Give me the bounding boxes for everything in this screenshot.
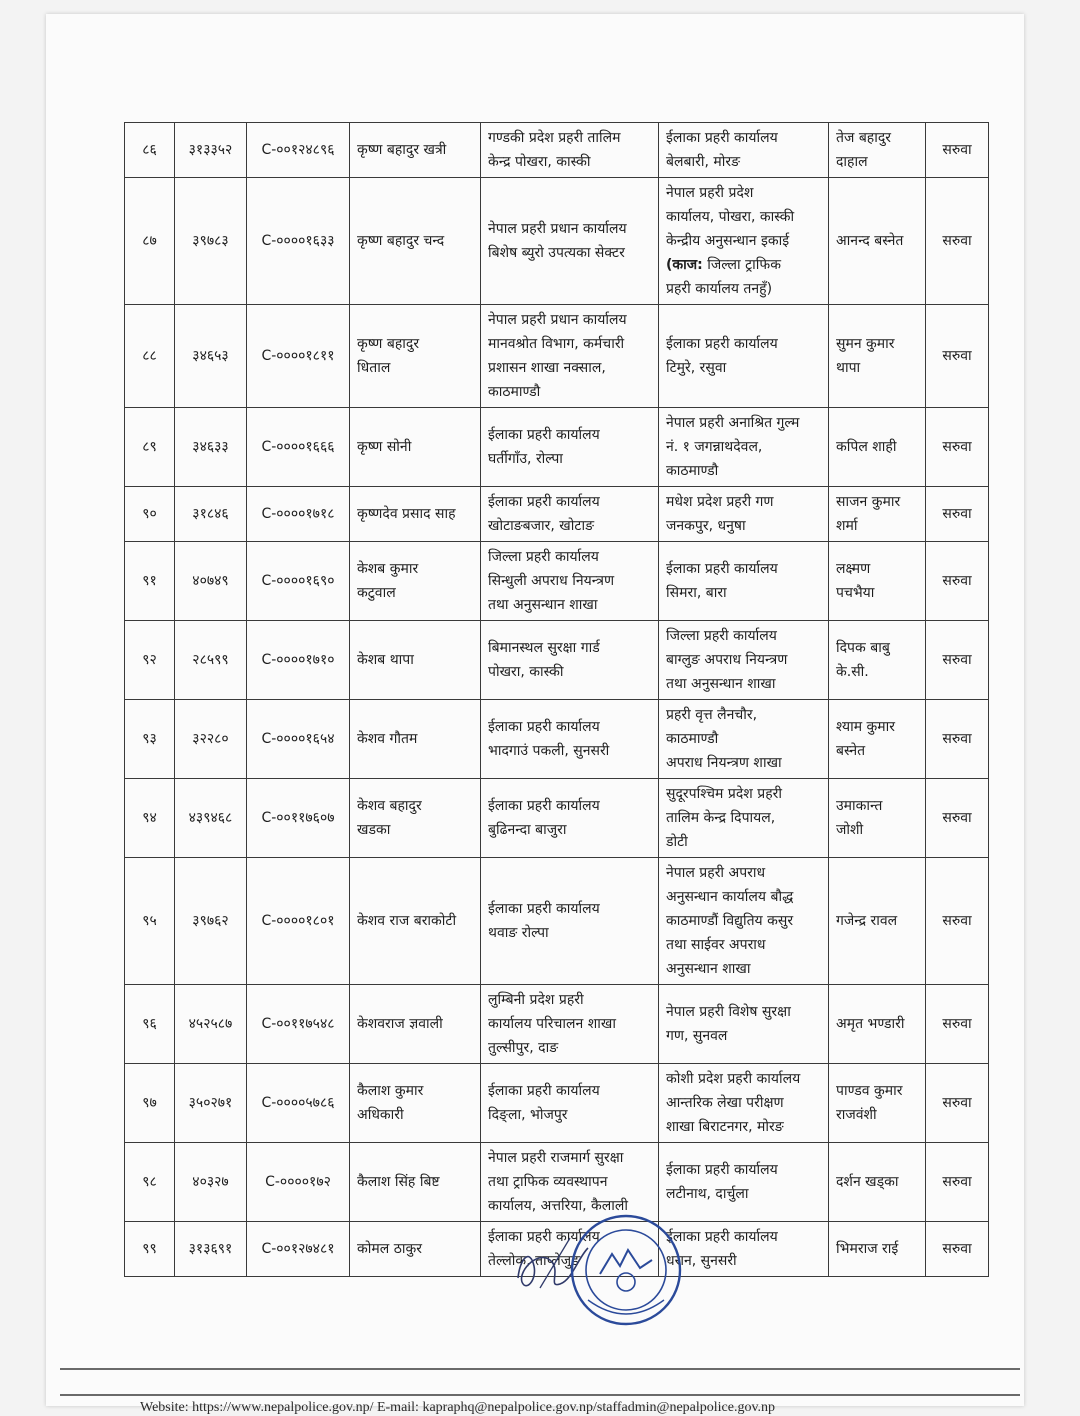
table-row: [125, 1064, 989, 1143]
current-office-line: काठमाण्डौ: [488, 384, 541, 400]
officer-name: [350, 1064, 481, 1143]
table-row: [125, 700, 989, 779]
current-office: [481, 487, 659, 542]
recommended-by-line: पाण्डव कुमार: [836, 1083, 903, 1099]
seal-outer-ring: [572, 1216, 680, 1324]
decision: सरुवा: [926, 178, 989, 305]
officer-name-line: कटुवाल: [357, 585, 396, 601]
recommended-by-line: कपिल शाही: [836, 439, 897, 455]
current-office-line: नेपाल प्रहरी राजमार्ग सुरक्षा: [488, 1150, 624, 1166]
seal-inner-ring: [586, 1230, 666, 1310]
new-office-line: तालिम केन्द्र दिपायल,: [666, 810, 776, 826]
new-office-line: जिल्ला प्रहरी कार्यालय: [666, 628, 777, 644]
current-office: [481, 1064, 659, 1143]
personnel-number: २८५९९: [175, 621, 247, 700]
new-office: [659, 178, 829, 305]
serial-number: ९७: [125, 1064, 175, 1143]
new-office-line: नेपाल प्रहरी अपराध: [666, 865, 766, 881]
recommended-by: [829, 985, 926, 1064]
seal-emblem-icon: [617, 1273, 635, 1291]
officer-name-line: कोमल ठाकुर: [357, 1241, 422, 1257]
new-office-line: गण, सुनवल: [666, 1028, 728, 1044]
new-office: [659, 858, 829, 985]
officer-name-line: कृष्णदेव प्रसाद साह: [357, 506, 456, 522]
transfer-table: [124, 122, 989, 1277]
table-row: [125, 123, 989, 178]
personnel-code: C-००००१७२: [247, 1143, 350, 1222]
officer-name: [350, 487, 481, 542]
current-office-line: ईलाका प्रहरी कार्यालय: [488, 1229, 600, 1245]
recommended-by: [829, 700, 926, 779]
officer-name: [350, 700, 481, 779]
current-office-line: बिशेष ब्युरो उपत्यका सेक्टर: [488, 245, 625, 261]
new-office-line: धरान, सुनसरी: [666, 1253, 737, 1269]
current-office: [481, 700, 659, 779]
new-office: [659, 1064, 829, 1143]
table-row: [125, 1143, 989, 1222]
seal-text-arc: [588, 1300, 664, 1314]
recommended-by: [829, 178, 926, 305]
recommended-by-line: अमृत भण्डारी: [836, 1016, 905, 1032]
note-text: जिल्ला ट्राफिक: [702, 257, 781, 273]
table-row: [125, 858, 989, 985]
current-office: [481, 621, 659, 700]
new-office-line: नं. १ जगन्नाथदेवल,: [666, 439, 763, 455]
current-office-line: तुल्सीपुर, दाङ: [488, 1040, 559, 1056]
serial-number: ८९: [125, 408, 175, 487]
decision: सरुवा: [926, 985, 989, 1064]
recommended-by: [829, 123, 926, 178]
current-office-line: केन्द्र पोखरा, कास्की: [488, 154, 591, 170]
recommended-by-line: दर्शन खड्का: [836, 1174, 899, 1190]
new-office-line: बाग्लुङ अपराध नियन्त्रण: [666, 652, 788, 668]
recommended-by: [829, 621, 926, 700]
officer-name: [350, 779, 481, 858]
serial-number: ९०: [125, 487, 175, 542]
recommended-by: [829, 1064, 926, 1143]
recommended-by-line: पचभैया: [836, 585, 875, 601]
serial-number: ९३: [125, 700, 175, 779]
officer-name: [350, 985, 481, 1064]
table-row: [125, 487, 989, 542]
current-office-line: घर्तीगाँउ, रोल्पा: [488, 451, 563, 467]
serial-number: ९२: [125, 621, 175, 700]
note-label: (काज:: [666, 257, 703, 273]
personnel-number: ४०७४९: [175, 542, 247, 621]
recommended-by: [829, 1143, 926, 1222]
new-office-line: अनुसन्धान कार्यालय बौद्ध: [666, 889, 794, 905]
table-row: [125, 408, 989, 487]
officer-name: [350, 858, 481, 985]
officer-name-line: अधिकारी: [357, 1107, 404, 1123]
personnel-number: ३५०२७१: [175, 1064, 247, 1143]
personnel-code: C-००००१६९०: [247, 542, 350, 621]
officer-name-line: केशव गौतम: [357, 731, 418, 747]
new-office-line: शाखा बिराटनगर, मोरङ: [666, 1119, 784, 1135]
current-office-line: गण्डकी प्रदेश प्रहरी तालिम: [488, 130, 621, 146]
recommended-by-line: दाहाल: [836, 154, 868, 170]
officer-name: [350, 178, 481, 305]
transfer-table-body: [125, 123, 989, 1277]
new-office-line: प्रहरी वृत्त लैनचौर,: [666, 707, 758, 723]
table-row: [125, 779, 989, 858]
current-office: [481, 779, 659, 858]
new-office-line: सिमरा, बारा: [666, 585, 727, 601]
personnel-code: C-००००१६५४: [247, 700, 350, 779]
officer-name-line: कृष्ण बहादुर खत्री: [357, 142, 447, 158]
recommended-by-line: सुमन कुमार: [836, 336, 895, 352]
current-office-line: दिङ्ला, भोजपुर: [488, 1107, 568, 1123]
current-office-line: तेल्लोक, ताप्लेजुङ: [488, 1253, 581, 1269]
new-office: [659, 123, 829, 178]
new-office: [659, 985, 829, 1064]
officer-name: [350, 123, 481, 178]
table-row: [125, 178, 989, 305]
personnel-number: ३९७६२: [175, 858, 247, 985]
new-office-line: काठमाण्डौ: [666, 731, 719, 747]
personnel-number: ३१३६९१: [175, 1222, 247, 1277]
current-office-line: खोटाङबजार, खोटाङ: [488, 518, 594, 534]
new-office-line: आन्तरिक लेखा परीक्षण: [666, 1095, 784, 1111]
new-office: [659, 487, 829, 542]
current-office: [481, 985, 659, 1064]
current-office-line: भादगाउं पकली, सुनसरी: [488, 743, 610, 759]
personnel-code: C-००००५७८६: [247, 1064, 350, 1143]
new-office-line: जनकपुर, धनुषा: [666, 518, 746, 534]
recommended-by: [829, 487, 926, 542]
table-row: [125, 542, 989, 621]
footer-rule-bottom: [60, 1394, 1020, 1396]
current-office-line: मानवश्रोत विभाग, कर्मचारी: [488, 336, 625, 352]
serial-number: ९४: [125, 779, 175, 858]
personnel-code: C-००००१७१८: [247, 487, 350, 542]
recommended-by-line: बस्नेत: [836, 743, 866, 759]
new-office-line: अनुसन्धान शाखा: [666, 961, 751, 977]
current-office: [481, 178, 659, 305]
footer-contact: Website: https://www.nepalpolice.gov.np/ E-mail: kapraphq@nepalpolice.gov.np/staffadmin@nepalpolice.gov.np: [140, 1400, 776, 1415]
current-office-line: प्रशासन शाखा नक्साल,: [488, 360, 606, 376]
officer-name: [350, 408, 481, 487]
current-office-line: कार्यालय परिचालन शाखा: [488, 1016, 616, 1032]
footer-rule-top: [60, 1368, 1020, 1370]
officer-name-line: कृष्ण सोनी: [357, 439, 412, 455]
officer-name: [350, 305, 481, 408]
recommended-by-line: साजन कुमार: [836, 494, 901, 510]
current-office-line: बिमानस्थल सुरक्षा गार्ड: [488, 640, 600, 656]
current-office-line: जिल्ला प्रहरी कार्यालय: [488, 549, 599, 565]
recommended-by-line: गजेन्द्र रावल: [836, 913, 898, 929]
personnel-code: C-००११७६०७: [247, 779, 350, 858]
recommended-by-line: श्याम कुमार: [836, 719, 895, 735]
officer-name-line: केशब थापा: [357, 652, 414, 668]
decision: सरुवा: [926, 858, 989, 985]
table-row: [125, 985, 989, 1064]
personnel-number: ४५२५८७: [175, 985, 247, 1064]
officer-name: [350, 542, 481, 621]
new-office: [659, 779, 829, 858]
personnel-number: ३२२८०: [175, 700, 247, 779]
recommended-by: [829, 408, 926, 487]
current-office-line: तथा ट्राफिक व्यवस्थापन: [488, 1174, 608, 1190]
recommended-by-line: उमाकान्त: [836, 798, 883, 814]
recommended-by-line: तेज बहादुर: [836, 130, 892, 146]
officer-name-line: केशव राज बराकोटी: [357, 913, 457, 929]
serial-number: ९१: [125, 542, 175, 621]
new-office: [659, 305, 829, 408]
current-office-line: ईलाका प्रहरी कार्यालय: [488, 798, 600, 814]
decision: सरुवा: [926, 408, 989, 487]
current-office-line: कार्यालय, अत्तरिया, कैलाली: [488, 1198, 628, 1214]
recommended-by: [829, 305, 926, 408]
new-office-line: तथा अनुसन्धान शाखा: [666, 676, 776, 692]
decision: सरुवा: [926, 542, 989, 621]
officer-name-line: केशब कुमार: [357, 561, 419, 577]
seal-mountain-icon: [600, 1250, 652, 1274]
personnel-number: ४०३२७: [175, 1143, 247, 1222]
serial-number: ९६: [125, 985, 175, 1064]
new-office-line: टिमुरे, रसुवा: [666, 360, 727, 376]
new-office: [659, 542, 829, 621]
current-office: [481, 542, 659, 621]
new-office-line: अपराध नियन्त्रण शाखा: [666, 755, 782, 771]
current-office: [481, 305, 659, 408]
current-office-line: ईलाका प्रहरी कार्यालय: [488, 901, 600, 917]
new-office-line: लटीनाथ, दार्चुला: [666, 1186, 749, 1202]
personnel-code: C-००००१८०१: [247, 858, 350, 985]
personnel-code: C-००००१७१०: [247, 621, 350, 700]
recommended-by: [829, 858, 926, 985]
new-office-line: काठमाण्डौ: [666, 463, 719, 479]
officer-name-line: धिताल: [357, 360, 391, 376]
current-office-line: पोखरा, कास्की: [488, 664, 564, 680]
decision: सरुवा: [926, 621, 989, 700]
recommended-by-line: आनन्द बस्नेत: [836, 233, 904, 249]
current-office-line: थवाङ रोल्पा: [488, 925, 549, 941]
decision: सरुवा: [926, 779, 989, 858]
current-office: [481, 858, 659, 985]
decision: सरुवा: [926, 487, 989, 542]
current-office: [481, 123, 659, 178]
decision: सरुवा: [926, 1064, 989, 1143]
new-office: [659, 621, 829, 700]
current-office-line: नेपाल प्रहरी प्रधान कार्यालय: [488, 312, 627, 328]
recommended-by-line: लक्ष्मण: [836, 561, 871, 577]
new-office-line: कार्यालय, पोखरा, कास्की: [666, 209, 795, 225]
new-office-line: बेलबारी, मोरङ: [666, 154, 741, 170]
serial-number: ८७: [125, 178, 175, 305]
personnel-code: C-००१२७४८१: [247, 1222, 350, 1277]
current-office-line: नेपाल प्रहरी प्रधान कार्यालय: [488, 221, 627, 237]
official-seal: [566, 1210, 686, 1330]
decision: सरुवा: [926, 1143, 989, 1222]
personnel-number: ३१८४६: [175, 487, 247, 542]
recommended-by: [829, 779, 926, 858]
new-office-line: तथा साईवर अपराध: [666, 937, 766, 953]
new-office-line: नेपाल प्रहरी विशेष सुरक्षा: [666, 1004, 791, 1020]
recommended-by-line: भिमराज राई: [836, 1241, 899, 1257]
new-office: [659, 700, 829, 779]
new-office-line: ईलाका प्रहरी कार्यालय: [666, 130, 778, 146]
decision: सरुवा: [926, 1222, 989, 1277]
new-office-line: मधेश प्रदेश प्रहरी गण: [666, 494, 774, 510]
new-office-line: ईलाका प्रहरी कार्यालय: [666, 1162, 778, 1178]
new-office-line: सुदूरपश्चिम प्रदेश प्रहरी: [666, 786, 782, 802]
officer-name-line: केशवराज ज्ञवाली: [357, 1016, 443, 1032]
officer-name-line: केशव बहादुर: [357, 798, 422, 814]
current-office: [481, 408, 659, 487]
serial-number: ९५: [125, 858, 175, 985]
table-row: [125, 305, 989, 408]
new-office-line: काठमाण्डौं विद्युतिय कसुर: [666, 913, 794, 929]
officer-name-line: कैलाश कुमार: [357, 1083, 424, 1099]
current-office-line: ईलाका प्रहरी कार्यालय: [488, 494, 600, 510]
officer-name: [350, 1222, 481, 1277]
new-office-note-line: प्रहरी कार्यालय तनहुँ): [666, 281, 773, 297]
new-office-line: ईलाका प्रहरी कार्यालय: [666, 1229, 778, 1245]
officer-name-line: कृष्ण बहादुर: [357, 336, 420, 352]
current-office-line: ईलाका प्रहरी कार्यालय: [488, 427, 600, 443]
personnel-number: ३४६५३: [175, 305, 247, 408]
current-office-line: सिन्धुली अपराध नियन्त्रण: [488, 573, 615, 589]
recommended-by-line: दिपक बाबु: [836, 640, 890, 656]
new-office-line: डोटी: [666, 834, 688, 850]
personnel-number: ३१३३५२: [175, 123, 247, 178]
new-office-line: नेपाल प्रहरी अनाश्रित गुल्म: [666, 415, 800, 431]
new-office-line: केन्द्रीय अनुसन्धान इकाई: [666, 233, 790, 249]
personnel-code: C-००००१८११: [247, 305, 350, 408]
serial-number: ८८: [125, 305, 175, 408]
personnel-code: C-००११७५४८: [247, 985, 350, 1064]
officer-name: [350, 1143, 481, 1222]
current-office-line: लुम्बिनी प्रदेश प्रहरी: [488, 992, 584, 1008]
officer-name: [350, 621, 481, 700]
personnel-code: C-००००१६६६: [247, 408, 350, 487]
decision: सरुवा: [926, 700, 989, 779]
officer-name-line: खडका: [357, 822, 391, 838]
recommended-by-line: के.सी.: [836, 664, 869, 680]
recommended-by-line: थापा: [836, 360, 861, 376]
decision: सरुवा: [926, 305, 989, 408]
new-office-line: ईलाका प्रहरी कार्यालय: [666, 561, 778, 577]
officer-name-line: कैलाश सिंह बिष्ट: [357, 1174, 440, 1190]
personnel-code: C-००१२४८९६: [247, 123, 350, 178]
recommended-by-line: जोशी: [836, 822, 864, 838]
personnel-code: C-००००१६३३: [247, 178, 350, 305]
current-office-line: ईलाका प्रहरी कार्यालय: [488, 1083, 600, 1099]
officer-name-line: कृष्ण बहादुर चन्द: [357, 233, 445, 249]
table-row: [125, 621, 989, 700]
new-office-line: कोशी प्रदेश प्रहरी कार्यालय: [666, 1071, 801, 1087]
recommended-by: [829, 1222, 926, 1277]
current-office-line: बुढिनन्दा बाजुरा: [488, 822, 567, 838]
decision: सरुवा: [926, 123, 989, 178]
recommended-by-line: राजवंशी: [836, 1107, 877, 1123]
current-office-line: तथा अनुसन्धान शाखा: [488, 597, 598, 613]
new-office-note: [666, 253, 821, 277]
new-office-line: ईलाका प्रहरी कार्यालय: [666, 336, 778, 352]
personnel-number: ४३९४६८: [175, 779, 247, 858]
personnel-number: ३९७८३: [175, 178, 247, 305]
current-office-line: ईलाका प्रहरी कार्यालय: [488, 719, 600, 735]
new-office: [659, 408, 829, 487]
serial-number: ८६: [125, 123, 175, 178]
personnel-number: ३४६३३: [175, 408, 247, 487]
recommended-by-line: शर्मा: [836, 518, 858, 534]
recommended-by: [829, 542, 926, 621]
serial-number: ९८: [125, 1143, 175, 1222]
new-office-line: नेपाल प्रहरी प्रदेश: [666, 185, 754, 201]
serial-number: ९९: [125, 1222, 175, 1277]
